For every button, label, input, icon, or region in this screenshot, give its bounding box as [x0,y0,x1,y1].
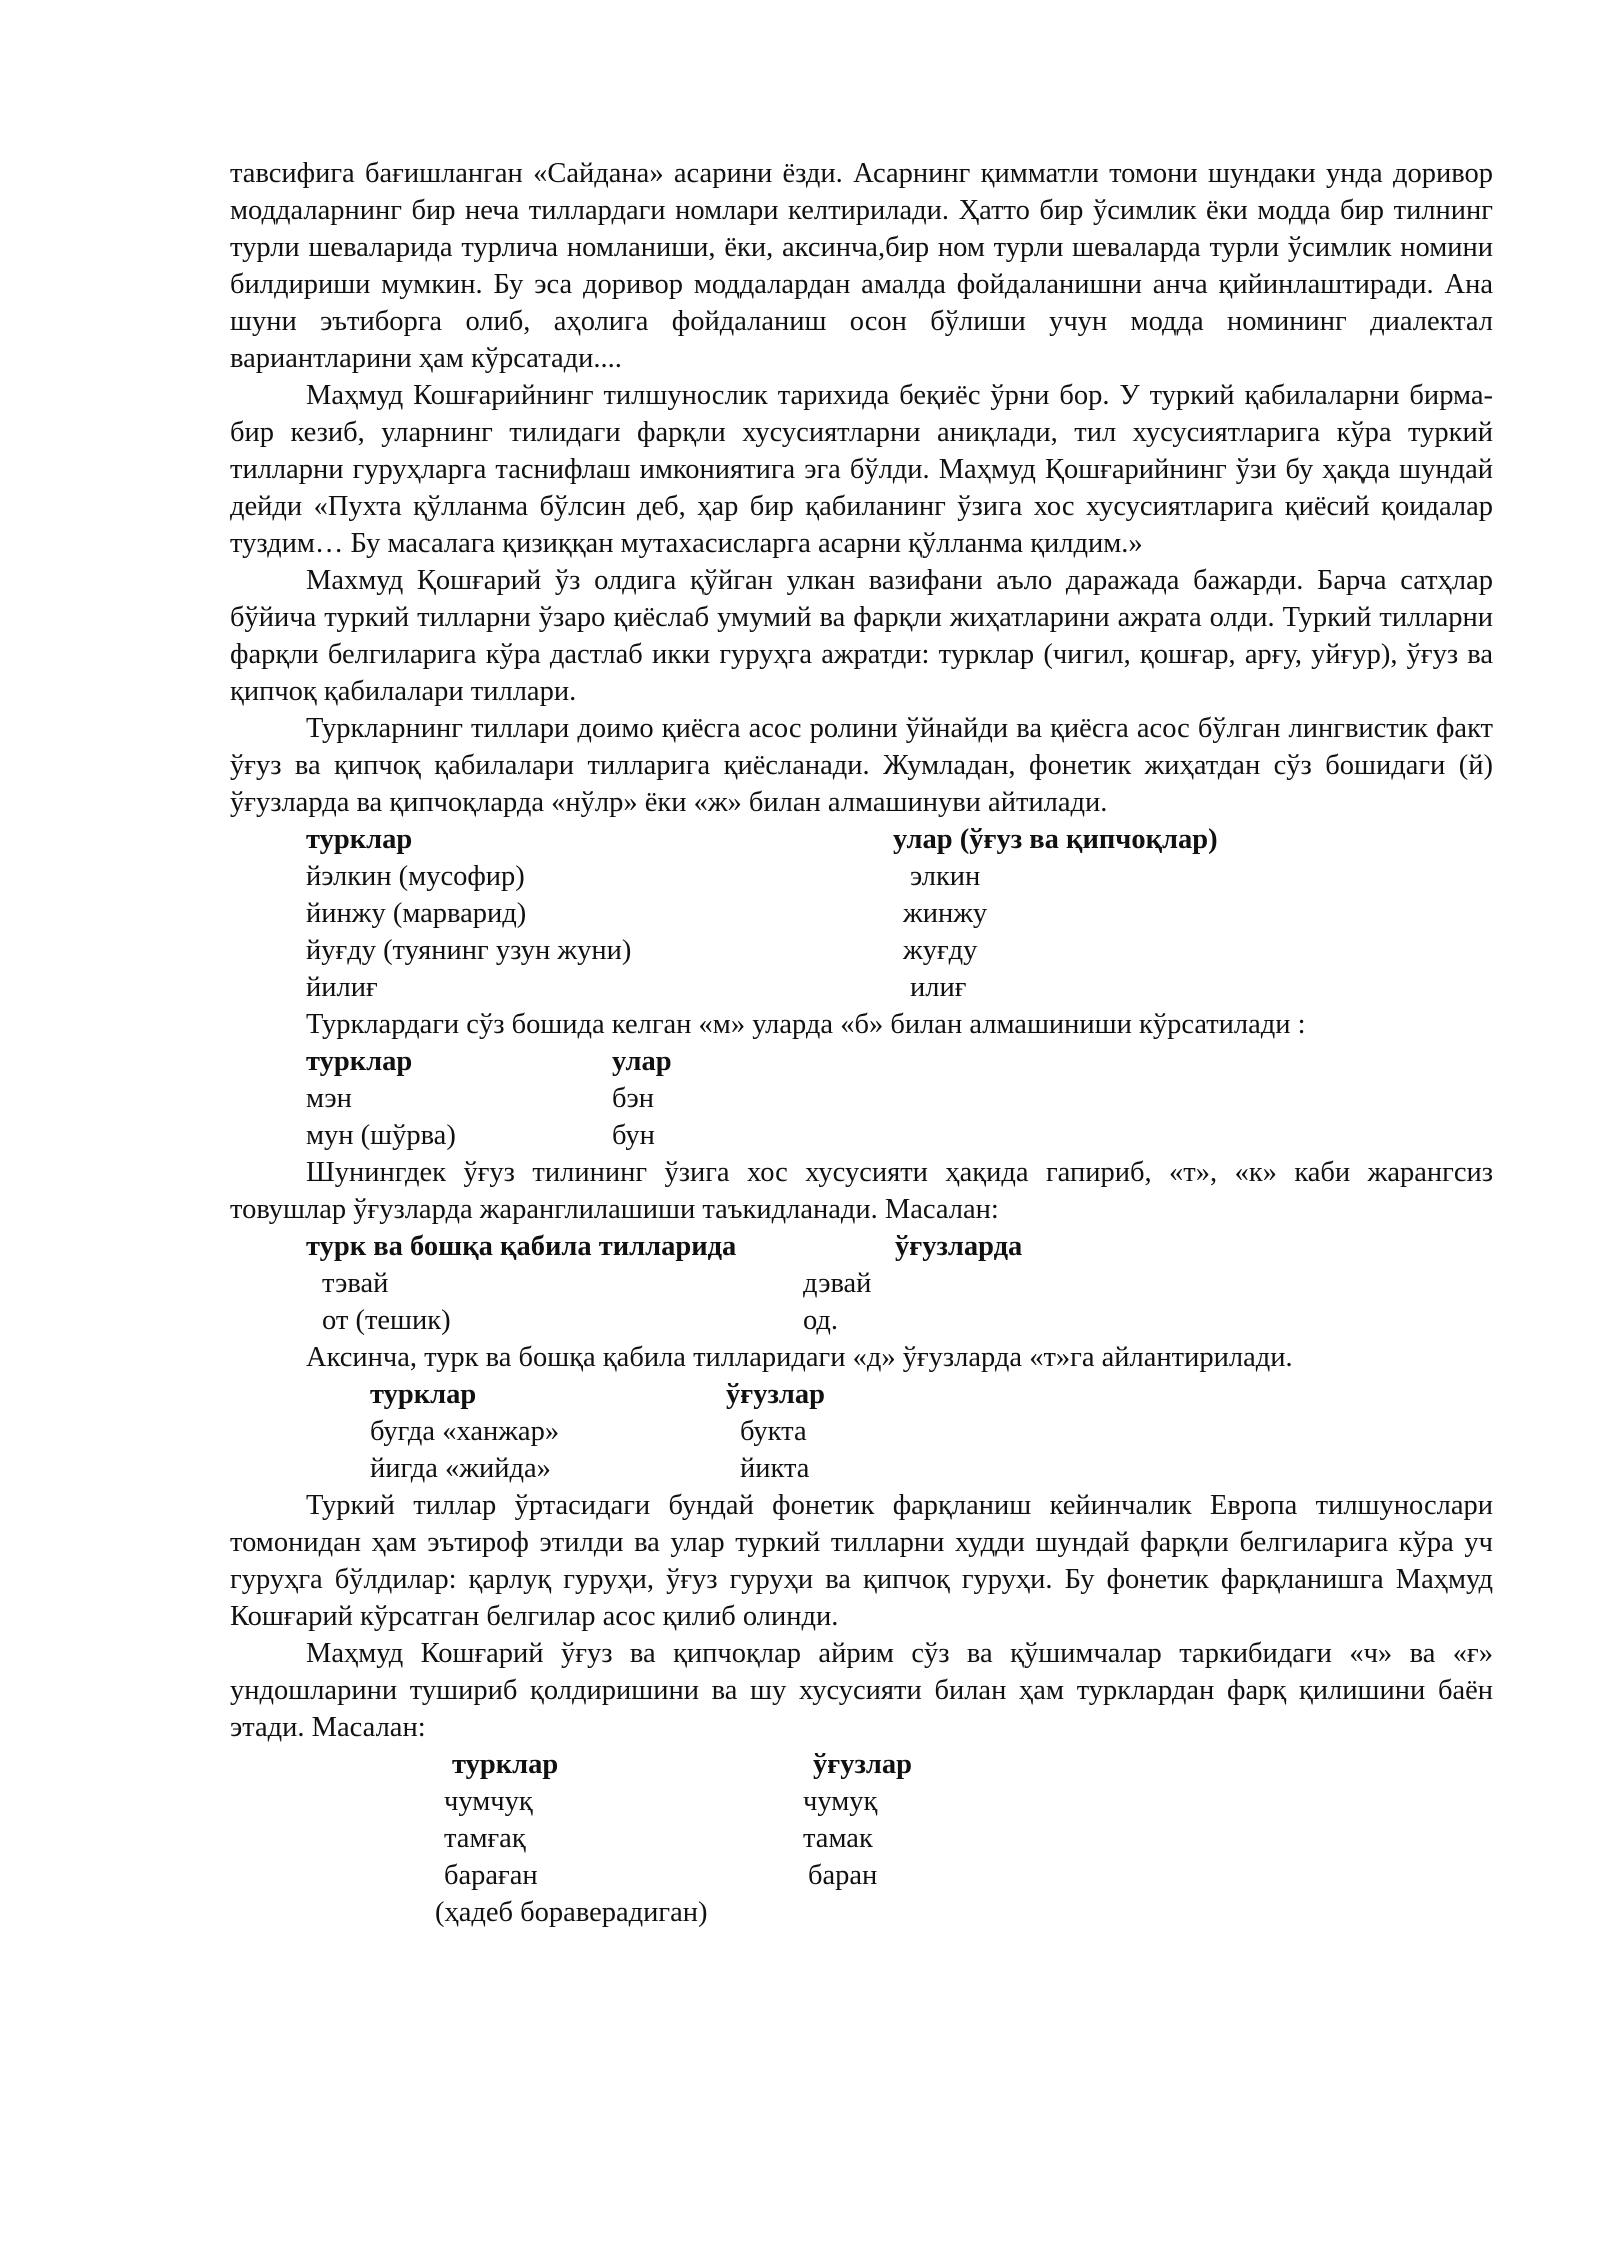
table-row [230,1265,1493,1302]
table-row [230,895,1493,932]
comparison-table-5 [230,1746,1493,1931]
table-cell: йикта [740,1453,810,1484]
table-row [230,1117,1493,1154]
table-cell: жуғду [903,935,978,966]
paragraph: Махмуд Қошғарий ўз олдига қўйган улкан вазифани аъло даражада бажарди. Барча сатҳлар бўйича туркий тилларни ўзаро қиёслаб умумий ва фарқли жиҳатларини ажрата олди. Туркий тилларни фарқли белгиларига кўра дастлаб икки гуруҳга ажратди: турклар (чигил, қошғар, арғу, уйғур), ўғуз ва қипчоқ қабилалари тиллари. [230,565,1493,707]
table-header: улар [612,1046,672,1077]
table-cell: баран [808,1860,878,1891]
table-cell: йигда «жийда» [370,1453,551,1484]
table-row [230,1080,1493,1117]
table-header: турклар [370,1379,477,1410]
table-cell: жинжу [903,898,988,929]
paragraph: Маҳмуд Кошғарий ўғуз ва қипчоқлар айрим сўз ва қўшимчалар таркибидаги «ч» ва «ғ» ундошларини тушириб қолдиришини ва шу хусусияти билан ҳам турклардан фарқ қилишини баён этади. Масалан: [230,1638,1493,1743]
table-row [230,1820,1493,1857]
paragraph: Турклардаги сўз бошида келган «м» уларда «б» билан алмашиниши кўрсатилади : [306,1009,1306,1040]
comparison-table-1 [230,821,1493,1006]
paragraph: Шунингдек ўғуз тилининг ўзига хос хусусияти ҳақида гапириб, «т», «к» каби жарангсиз товушлар ўғузларда жаранглилашиши таъкидланади. Масалан: [230,1157,1493,1225]
table-row [230,1783,1493,1820]
table-cell: мэн [306,1083,352,1114]
table-header: турк ва бошқа қабила тилларида [306,1231,737,1262]
table-header: турклар [452,1749,559,1780]
table-header-row [230,1746,1493,1783]
paragraph: Маҳмуд Кошғарийнинг тилшунослик тарихида беқиёс ўрни бор. У туркий қабилаларни бирма-бир кезиб, уларнинг тилидаги фарқли хусусиятларни аниқлади, тил хусусиятларига кўра туркий тилларни гуруҳларга таснифлаш имкониятига эга бўлди. Маҳмуд Қошғарийнинг ўзи бу ҳақда шундай дейди «Пухта қўлланма бўлсин деб, ҳар бир қабиланинг ўзига хос хусусиятларига қиёсий қоидалар туздим… Бу масалага қизиққан мутахасисларга асарни қўлланма қилдим.» [230,380,1493,559]
table-header-row [230,821,1493,858]
comparison-table-3 [230,1228,1493,1339]
table-cell: йэлкин (мусофир) [306,861,525,892]
table-note-row [230,1894,1493,1931]
table-header: ўғузлар [813,1749,912,1780]
table-cell: дэвай [803,1268,872,1299]
table-cell: йуғду (туянинг узун жуни) [306,935,632,966]
table-cell: од. [803,1305,839,1336]
table-header: турклар [306,824,413,855]
table-header-row [230,1376,1493,1413]
table-header-row [230,1043,1493,1080]
table-cell: бэн [612,1083,654,1114]
table-cell: от (тешик) [322,1305,451,1336]
table-row [230,1302,1493,1339]
paragraph: тавсифига бағишланган «Сайдана» асарини ёзди. Асарнинг қимматли томони шундаки унда доривор моддаларнинг бир неча тиллардаги номлари келтирилади. Ҳатто бир ўсимлик ёки модда бир тилнинг турли шеваларида турлича номланиши, ёки, аксинча,бир ном турли шеваларда турли ўсимлик номини билдириши мумкин. Бу эса доривор моддалардан амалда фойдаланишни анча қийинлаштиради. Ана шуни эътиборга олиб, аҳолига фойдаланиш осон бўлиши учун модда номининг диалектал вариантларини ҳам кўрсатади.... [230,158,1493,374]
table-header: турклар [306,1046,413,1077]
table-cell: мун (шўрва) [306,1120,456,1151]
table-cell: йинжу (марварид) [306,898,527,929]
table-cell: элкин [910,861,981,892]
table-header: улар (ўғуз ва қипчоқлар) [893,824,1218,855]
table-row [230,932,1493,969]
table-row [230,969,1493,1006]
document-page [230,155,1493,1931]
table-row [230,858,1493,895]
table-cell: илиғ [910,972,967,1003]
table-note: (ҳадеб бораверадиган) [435,1897,708,1928]
table-cell: тамғақ [444,1823,526,1854]
comparison-table-2 [230,1043,1493,1154]
table-header-row [230,1228,1493,1265]
table-row [230,1857,1493,1894]
comparison-table-4 [230,1376,1493,1487]
table-cell: тэвай [322,1268,389,1299]
table-header: ўғузларда [895,1231,1023,1262]
table-row [230,1450,1493,1487]
table-cell: букта [740,1416,807,1447]
table-row [230,1413,1493,1450]
paragraph: Туркий тиллар ўртасидаги бундай фонетик фарқланиш кейинчалик Европа тилшунослари томонидан ҳам эътироф этилди ва улар туркий тилларни худди шундай фарқли белгиларига кўра уч гуруҳга бўлдилар: қарлуқ гуруҳи, ўғуз гуруҳи ва қипчоқ гуруҳи. Бу фонетик фарқланишга Маҳмуд Кошғарий кўрсатган белгилар асос қилиб олинди. [230,1490,1493,1632]
table-cell: чумуқ [803,1786,878,1817]
table-cell: бун [612,1120,655,1151]
paragraph: Туркларнинг тиллари доимо қиёсга асос ролини ўйнайди ва қиёсга асос бўлган лингвистик факт ўғуз ва қипчоқ қабилалари тилларига қиёсланади. Жумладан, фонетик жиҳатдан сўз бошидаги (й) ўғузларда ва қипчоқларда «нўлр» ёки «ж» билан алмашинуви айтилади. [230,713,1493,818]
table-cell: йилиғ [306,972,378,1003]
table-cell: чумчуқ [444,1786,533,1817]
paragraph: Аксинча, турк ва бошқа қабила тилларидаги «д» ўғузларда «т»га айлантирилади. [306,1342,1293,1373]
table-header: ўғузлар [726,1379,825,1410]
table-cell: бугда «ханжар» [370,1416,560,1447]
table-cell: бараған [444,1860,538,1891]
table-cell: тамак [803,1823,873,1854]
